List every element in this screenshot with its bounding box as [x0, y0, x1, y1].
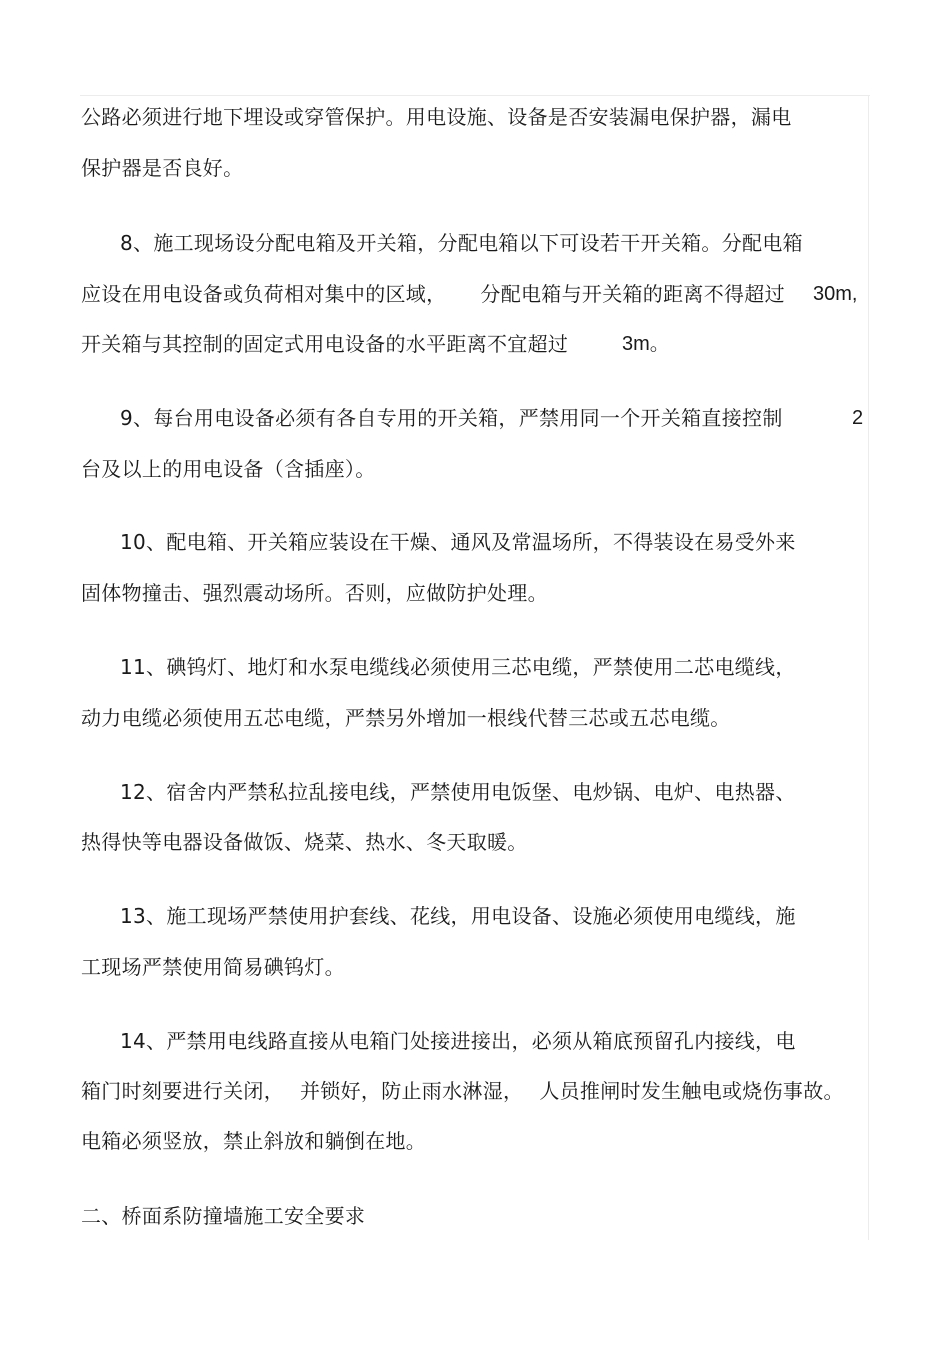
- text-segment: 人员推闸时发生触电或烧伤事故。: [539, 1079, 844, 1103]
- paragraph-line: 14、严禁用电线路直接从电箱门处接进接出，必须从箱底预留孔内接线，电: [120, 1029, 796, 1053]
- text-segment: 分配电箱与开关箱的距离不得超过: [480, 282, 785, 306]
- paragraph-line: 动力电缆必须使用五芯电缆，严禁另外增加一根线代替三芯或五芯电缆。: [81, 706, 731, 730]
- paragraph-line: 公路必须进行地下埋设或穿管保护。用电设施、设备是否安装漏电保护器，漏电: [81, 105, 792, 129]
- text-segment: 箱门时刻要进行关闭，: [81, 1079, 284, 1103]
- paragraph-line: 热得快等电器设备做饭、烧菜、热水、冬天取暖。: [81, 830, 528, 854]
- paragraph-line: 10、配电箱、开关箱应装设在干燥、通风及常温场所，不得装设在易受外来: [120, 530, 796, 554]
- text-segment: 3m。: [622, 333, 670, 355]
- paragraph-line: [81, 281, 785, 307]
- text-segment: 2: [852, 407, 864, 429]
- paragraph-line: 9、每台用电设备必须有各自专用的开关箱，严禁用同一个开关箱直接控制: [120, 406, 783, 430]
- paragraph-line: 8、施工现场设分配电箱及开关箱，分配电箱以下可设若干开关箱。分配电箱: [120, 231, 803, 255]
- paragraph-line: 工现场严禁使用简易碘钨灯。: [81, 955, 345, 979]
- paragraph-line: 电箱必须竖放，禁止斜放和躺倒在地。: [81, 1129, 427, 1153]
- text-segment: 应设在用电设备或负荷相对集中的区域，: [81, 282, 447, 306]
- paragraph-line: 12、宿舍内严禁私拉乱接电线，严禁使用电饭堡、电炒锅、电炉、电热器、: [120, 780, 796, 804]
- paragraph-line: 台及以上的用电设备（含插座）。: [81, 457, 376, 481]
- text-segment: 30m,: [813, 283, 858, 305]
- text-segment: 开关箱与其控制的固定式用电设备的水平距离不宜超过: [81, 332, 569, 356]
- paragraph-line: 13、施工现场严禁使用护套线、花线，用电设备、设施必须使用电缆线，施: [120, 904, 796, 928]
- text-segment: 并锁好，防止雨水淋湿，: [300, 1079, 524, 1103]
- page-border-top: [80, 95, 870, 96]
- section-heading: 二、桥面系防撞墙施工安全要求: [81, 1204, 366, 1228]
- paragraph-line: 保护器是否良好。: [81, 156, 244, 180]
- paragraph-line: 11、碘钨灯、地灯和水泵电缆线必须使用三芯电缆，严禁使用二芯电缆线，: [120, 655, 796, 679]
- paragraph-line: [81, 1078, 844, 1104]
- paragraph-line: 固体物撞击、强烈震动场所。否则，应做防护处理。: [81, 581, 548, 605]
- page-border-right: [868, 95, 869, 1240]
- paragraph-line: [81, 331, 568, 357]
